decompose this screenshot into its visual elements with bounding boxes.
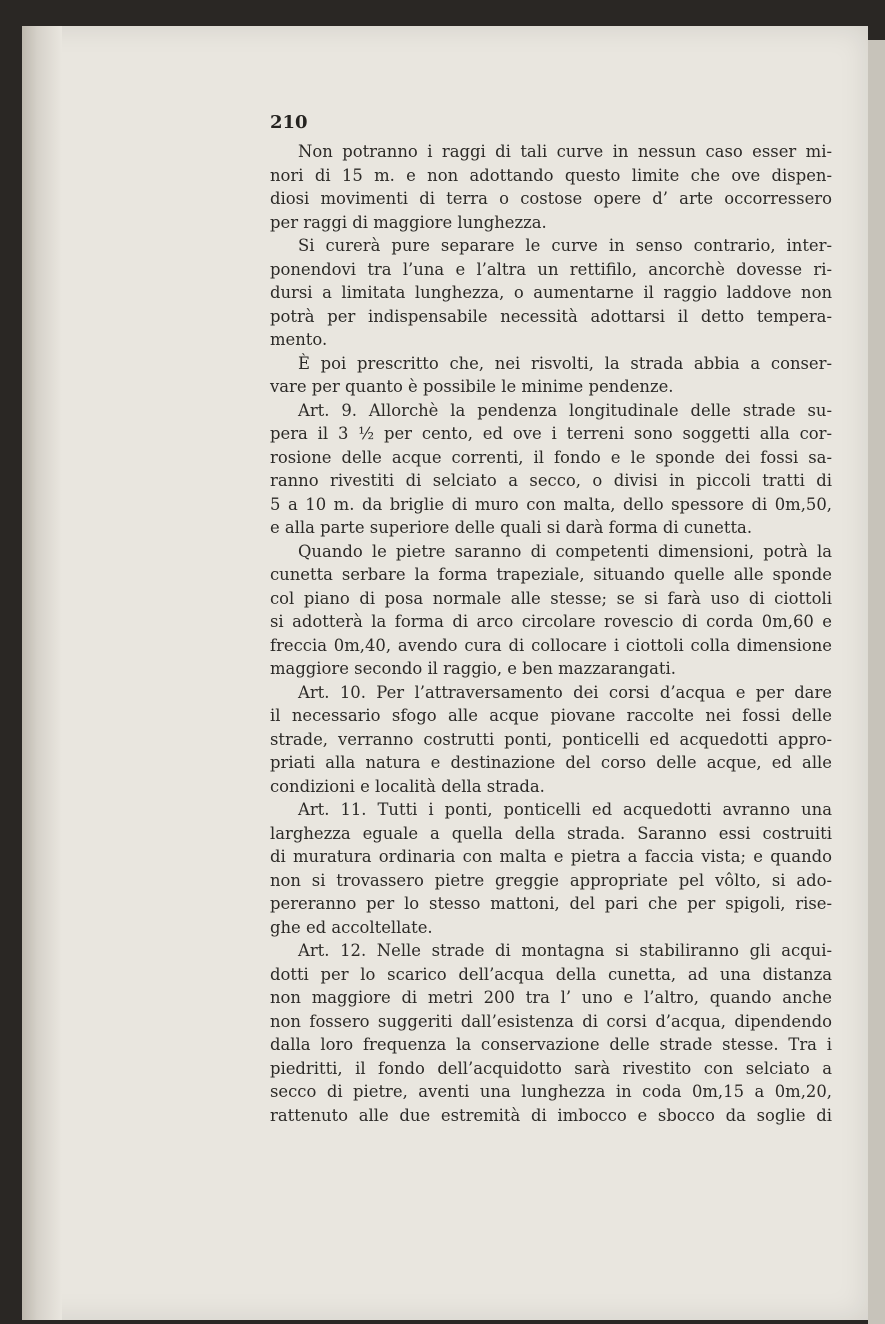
text-line: e alla parte superiore delle quali si darà forma di cunetta. [270,518,753,537]
text-line: potrà per indispensabile necessità adottarsi il detto tempera- [270,306,832,326]
text-line: priati alla natura e destinazione del corso delle acque, ed alle [270,753,832,772]
page-number: 210 [270,112,308,133]
text-line: il necessario sfogo alle acque piovane raccolte nei fossi delle [270,706,832,725]
text-line: ponendovi tra l’una e l’altra un rettifilo, ancorchè dovesse ri- [270,259,832,279]
text-line: Non potranno i raggi di tali curve in nessun caso esser mi- [298,142,832,161]
text-line: non fossero suggeriti dall’esistenza di corsi d’acqua, dipendendo [270,1011,832,1031]
text-line: Art. 9. Allorchè la pendenza longitudinale delle strade su- [298,400,832,420]
text-line: rattenuto alle due estremità di imbocco e sbocco da soglie di [270,1105,832,1125]
text-line: Art. 12. Nelle strade di montagna si stabiliranno gli acqui- [298,941,832,960]
text-line: mento. [270,330,328,349]
text-line: pereranno per lo stesso mattoni, del pari che per spigoli, rise- [270,894,832,913]
text-line: È poi prescritto che, nei risvolti, la strada abbia a conser- [298,353,832,373]
text-line: per raggi di maggiore lunghezza. [270,212,547,232]
text-line: dotti per lo scarico dell’acqua della cunetta, ad una distanza [270,964,832,984]
text-line: cunetta serbare la forma trapeziale, situando quelle alle sponde [270,565,832,584]
body-text [270,140,832,1127]
text-line: freccia 0m,40, avendo cura di collocare i ciottoli colla dimensione [270,635,832,655]
text-line: Art. 10. Per l’attraversamento dei corsi d’acqua e per dare [298,682,832,702]
text-line: col piano di posa normale alle stesse; se si farà uso di ciottoli [270,588,832,608]
text-line: si adotterà la forma di arco circolare rovescio di corda 0m,60 e [270,612,832,631]
text-line: condizioni e località della strada. [270,776,545,796]
text-line: Quando le pietre saranno di competenti dimensioni, potrà la [298,541,832,561]
text-line: nori di 15 m. e non adottando questo limite che ove dispen- [270,165,832,185]
text-line: non maggiore di metri 200 tra l’ uno e l’altro, quando anche [270,988,832,1007]
text-line: secco di pietre, aventi una lunghezza in coda 0m,15 a 0m,20, [270,1082,832,1101]
text-line: dalla loro frequenza la conservazione delle strade stesse. Tra i [270,1035,832,1054]
text-line: 5 a 10 m. da briglie di muro con malta, dello spessore di 0m,50, [270,494,832,514]
text-line: diosi movimenti di terra o costose opere d’ arte occorressero [270,189,832,208]
text-line: non si trovassero pietre greggie appropriate pel vôlto, si ado- [270,870,832,890]
text-line: strade, verranno costrutti ponti, ponticelli ed acquedotti appro- [270,729,832,749]
text-line: di muratura ordinaria con malta e pietra a faccia vista; e quando [270,847,832,866]
text-line: ghe ed accoltellate. [270,917,433,937]
text-line: Art. 11. Tutti i ponti, ponticelli ed acquedotti avranno una [298,800,832,819]
page-binding-edge [22,26,62,1320]
text-line: ranno rivestiti di selciato a secco, o divisi in piccoli tratti di [270,471,832,490]
text-line: maggiore secondo il raggio, e ben mazzarangati. [270,659,676,678]
next-page-edge [868,40,885,1324]
text-line: larghezza eguale a quella della strada. Saranno essi costruiti [270,823,832,843]
text-line: dursi a limitata lunghezza, o aumentarne il raggio laddove non [270,283,832,302]
text-line: Si curerà pure separare le curve in senso contrario, inter- [298,236,832,255]
text-line: vare per quanto è possibile le minime pendenze. [270,377,674,396]
text-line: piedritti, il fondo dell’acquidotto sarà rivestito con selciato a [270,1058,832,1078]
text-line: pera il 3 ½ per cento, ed ove i terreni sono soggetti alla cor- [270,424,832,443]
text-line: rosione delle acque correnti, il fondo e le sponde dei fossi sa- [270,447,832,467]
